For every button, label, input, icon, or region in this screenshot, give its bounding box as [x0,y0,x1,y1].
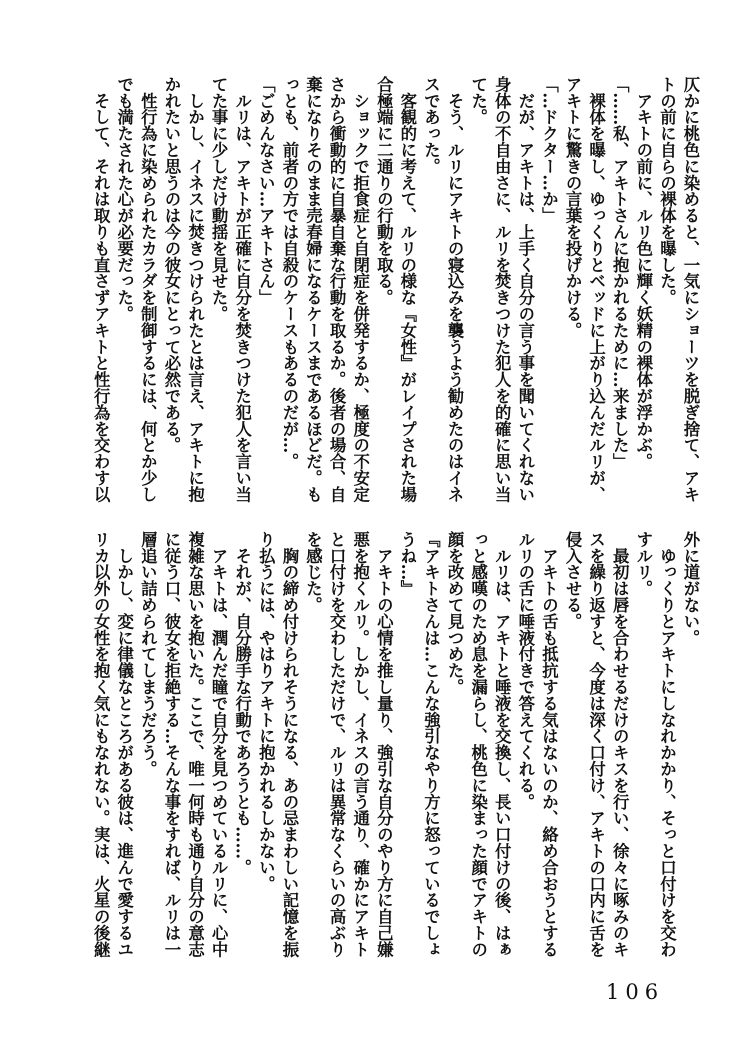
text-column: 悪を抱くルリ。しかし、イネスの言う通り、確かにアキト [350,531,370,958]
text-column: 最初は唇を合わせるだけのキスを行い、徐々に啄みのキ [610,531,630,958]
text-column: 客観的に考えて、ルリの様な『女性』がレイプされた場 [397,76,417,503]
text-column: スであった。 [421,76,441,175]
text-column: っと感嘆のため息を漏らし、桃色に染まった顔でアキトの [468,531,488,958]
text-column: ゆっくりとアキトにしなれかかり、そっと口付けを交わ [657,531,677,958]
text-column: スを繰り返すと、今度は深く口付け、アキトの口内に舌を [586,531,606,958]
page-number: 106 [606,980,665,1004]
text-column: ショックで拒食症と自閉症を併発するか、極度の不安定 [350,76,370,503]
text-column: うね…』 [397,531,417,597]
text-column: ルリの舌に唾液付きで答えてくれる。 [515,531,535,810]
text-column: り払うには、やはりアキトに抱かれるしかない。 [256,531,276,892]
text-column: 胸の締め付けられそうになる、あの忌まわしい記憶を振 [279,531,299,958]
text-column: リカ以外の女性を抱く気にもなれない。実は、火星の後継 [91,531,111,958]
text-column: 合極端に二通りの行動を取る。 [374,76,394,306]
text-column: ルリは、アキトと唾液を交換し、長い口付けの後、はぁ [492,531,512,958]
text-column: でも満たされた心が必要だった。 [114,76,134,322]
text-column: っとも、前者の方では自殺のケースもあるのだが…。 [279,76,299,470]
text-column: ルリは、アキトが正確に自分を焚きつけた犯人を言い当 [232,76,252,503]
text-column: 層追い詰められてしまうだろう。 [138,531,158,777]
text-column: そして、それは取りも直さずアキトと性行為を交わす以 [91,76,111,503]
text-column: てた。 [468,76,488,126]
text-column: に従う口、彼女を拒絶する…そんな事をすれば、ルリは一 [161,531,181,958]
text-column: てた事に少しだけ動揺を見せた。 [209,76,229,322]
text-column: 仄かに桃色に染めると、一気にショーツを脱ぎ捨て、アキ [681,76,700,503]
text-column: アキトに驚きの言葉を投げかける。 [563,76,583,339]
text-column: 「ごめんなさい…アキトさん」 [256,76,276,306]
text-column: さから衝動的に自暴自棄な行動を取るか。後者の場合、自 [327,76,347,503]
text-column: しかし、変に律儀なところがある彼は、進んで愛するユ [114,531,134,958]
text-column: かれたいと思うのは今の彼女にとって必然である。 [161,76,181,454]
text-column: 棄になりそのまま売春婦になるケースまであるほどだ。も [303,76,323,503]
text-column: アキトの舌も抵抗する気はないのか、絡め合おうとする [539,531,559,958]
text-column: 『アキトさんは…こんな強引なやり方に怒っているでしょ [421,531,441,958]
text-column: 侵入させる。 [563,531,583,630]
text-column: それが、自分勝手な行動であろうとも……。 [232,531,252,876]
text-column: 「…ドクター…か」 [539,76,559,224]
text-column: 「……私、アキトさんに抱かれるために…来ました」 [610,76,630,470]
text-column: を感じた。 [303,531,323,613]
text-column: 外に道がない。 [681,531,700,646]
text-column: だが、アキトは、上手く自分の言う事を聞いてくれない [515,76,535,503]
text-column: 複雑な思いを抱いた。ここで、唯一何時も通り自分の意志 [185,531,205,958]
text-block-bottom [89,531,702,967]
text-column: と口付けを交わしただけで、ルリは異常なくらいの高ぶり [327,531,347,958]
text-column: アキトの心情を推し量り、強引な自分のやり方に自己嫌 [374,531,394,958]
text-column: 顔を改めて見つめた。 [445,531,465,695]
text-column: 身体の不自由さに、ルリを焚きつけた犯人を的確に思い当 [492,76,512,503]
text-column: すルリ。 [633,531,653,597]
text-block-top [89,76,702,512]
text-column: アキトの前に、ルリ色に輝く妖精の裸体が浮かぶ。 [633,76,653,470]
text-column: アキトは、潤んだ瞳で自分を見つめているルリに、心中 [209,531,229,958]
text-column: 性行為に染められたカラダを制御するには、何とか少し [138,76,158,503]
text-column: 裸体を曝し、ゆっくりとベッドに上がり込んだルリが、 [586,76,606,503]
text-column: しかし、イネスに焚きつけられたとは言え、アキトに抱 [185,76,205,503]
text-column: トの前に自らの裸体を曝した。 [657,76,677,306]
text-column: そう、ルリにアキトの寝込みを襲うよう勧めたのはイネ [445,76,465,503]
